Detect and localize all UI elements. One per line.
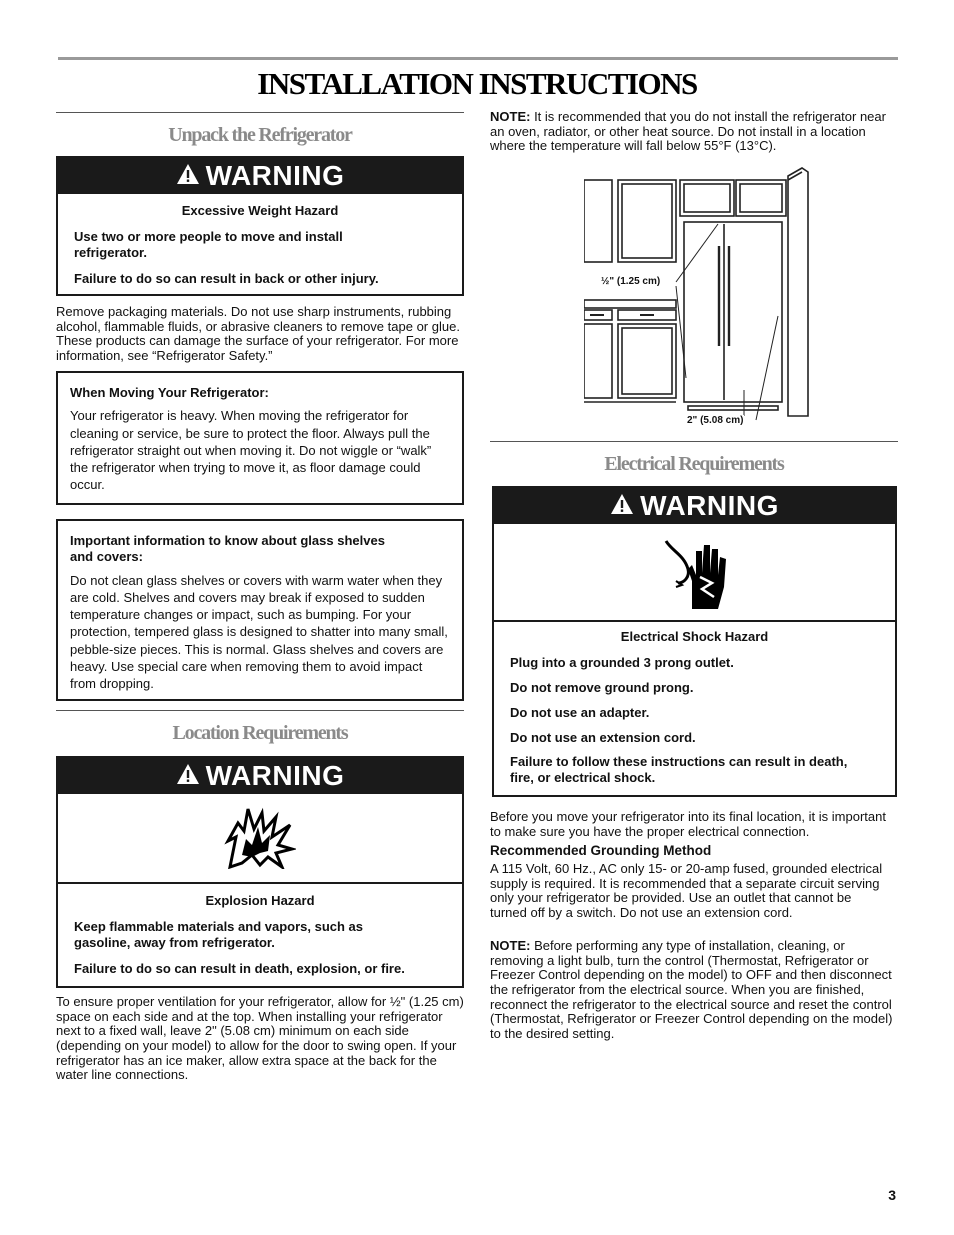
grounding-subheading: Recommended Grounding Method xyxy=(490,843,712,858)
warning-box-weight xyxy=(56,156,464,296)
shock-icon-area xyxy=(494,528,895,622)
section-heading-unpack: Unpack the Refrigerator xyxy=(168,124,352,146)
section-rule xyxy=(56,710,464,711)
electric-shock-hand-icon xyxy=(662,537,728,611)
moving-box-title: When Moving Your Refrigerator: xyxy=(70,385,269,400)
unpack-paragraph: Remove packaging materials. Do not use sharp instruments, rubbing alcohol, flammable fluids, or abrasive cleaners to remove tape or glue. These products can damage the surface of your refrigerator. For more information, see “Refrigerator Safety.” xyxy=(56,304,460,364)
section-rule xyxy=(56,112,464,113)
note-text: It is recommended that you do not install the refrigerator near an oven, radiator, or other heat source. Do not install in a location where the temperature will fall below 55°F (13°C). xyxy=(490,109,886,154)
clearance-label-bottom: 2" (5.08 cm) xyxy=(687,415,744,426)
section-heading-location: Location Requirements xyxy=(172,722,348,744)
warning-triangle-icon xyxy=(176,760,200,792)
warning-line: Keep flammable materials and vapors, such as gasoline, away from refrigerator. xyxy=(74,918,364,950)
section-rule xyxy=(490,441,898,442)
warning-triangle-icon xyxy=(176,160,200,192)
note-lead: NOTE: xyxy=(490,109,531,124)
warning-header xyxy=(58,158,462,194)
warning-header xyxy=(494,488,895,524)
hazard-title: Explosion Hazard xyxy=(205,893,315,908)
glass-box-title: Important information to know about glass shelves and covers: xyxy=(70,533,385,565)
warning-line: Failure to do so can result in back or other injury. xyxy=(74,270,379,286)
section-heading-electrical: Electrical Requirements xyxy=(604,453,784,475)
warning-box-explosion xyxy=(56,756,464,988)
grounding-paragraph: A 115 Volt, 60 Hz., AC only 15- or 20-amp fused, grounded electrical supply is required. It is recommended that a separate circuit serving only your refrigerator be provided. Use an outlet that cannot be turned off by a switch. Do not use an extension cord. xyxy=(490,861,883,921)
top-rule xyxy=(58,57,898,60)
warning-label: WARNING xyxy=(640,489,779,521)
warning-line: Failure to do so can result in death, explosion, or fire. xyxy=(74,960,405,976)
electrical-paragraph: Before you move your refrigerator into its final location, it is important to make sure you have the proper electrical connection. xyxy=(490,809,886,839)
clearance-diagram xyxy=(584,166,810,430)
page-title: INSTALLATION INSTRUCTIONS xyxy=(257,66,697,101)
hazard-title: Electrical Shock Hazard xyxy=(620,629,769,644)
note-top xyxy=(490,110,898,154)
warning-line: Failure to follow these instructions can result in death, fire, or electrical shock. xyxy=(510,754,848,786)
moving-box-text: Your refrigerator is heavy. When moving the refrigerator for cleaning or service, be sure to protect the floor. Always pull the refrigerator straight out when moving it. Do not wiggle or “walk” the refrigerator when trying to move it, as floor damage could occur. xyxy=(70,408,432,493)
warning-header xyxy=(58,758,462,794)
refrigerator-clearance-illustration xyxy=(584,166,810,430)
warning-line: Use two or more people to move and install refrigerator. xyxy=(74,228,343,260)
electrical-note xyxy=(490,939,900,1042)
glass-box-text: Do not clean glass shelves or covers with warm water when they are cold. Shelves and covers may break if exposed to sudden temperature changes or impact, such as bumping. For your protection, tempered glass is designed to shatter into many small, pebble-size pieces. This is normal. Glass shelves and covers are heavy. Use special care when removing them to avoid impact from dropping. xyxy=(70,572,448,692)
note-lead: NOTE: xyxy=(490,938,531,953)
warning-box-electrical xyxy=(492,486,897,797)
warning-label: WARNING xyxy=(205,759,345,791)
glass-info-box xyxy=(56,519,464,701)
clearance-label-top: ½" (1.25 cm) xyxy=(601,276,661,287)
warning-triangle-icon xyxy=(610,490,634,522)
note-text: Before performing any type of installation, cleaning, or removing a light bulb, turn the control (Thermostat, Refrigerator or Freezer Control depending on the model) to OFF and then disconnect the refrigerator from the electrical source. When you are finished, reconnect the refrigerator to the electrical source and reset the control (Thermostat, Refrigerator or Freezer Control depending on the model) to the desired setting. xyxy=(490,938,893,1042)
warning-line: Do not use an adapter. xyxy=(510,704,650,720)
explosion-icon xyxy=(224,807,296,869)
warning-line: Do not use an extension cord. xyxy=(510,729,696,745)
explosion-icon-area xyxy=(58,794,462,884)
page-number: 3 xyxy=(888,1187,896,1203)
moving-info-box xyxy=(56,371,464,505)
warning-line: Do not remove ground prong. xyxy=(510,679,694,695)
warning-label: WARNING xyxy=(205,159,345,191)
hazard-title: Excessive Weight Hazard xyxy=(181,203,339,218)
warning-line: Plug into a grounded 3 prong outlet. xyxy=(510,654,734,670)
location-paragraph: To ensure proper ventilation for your refrigerator, allow for ½" (1.25 cm) space on each side and at the top. When installing your refrigerator next to a fixed wall, leave 2" (5.08 cm) minimum on each side (depending on your model) to allow for the door to swing open. If your refrigerator has an ice maker, allow extra space at the back for the water line connections. xyxy=(56,994,464,1083)
